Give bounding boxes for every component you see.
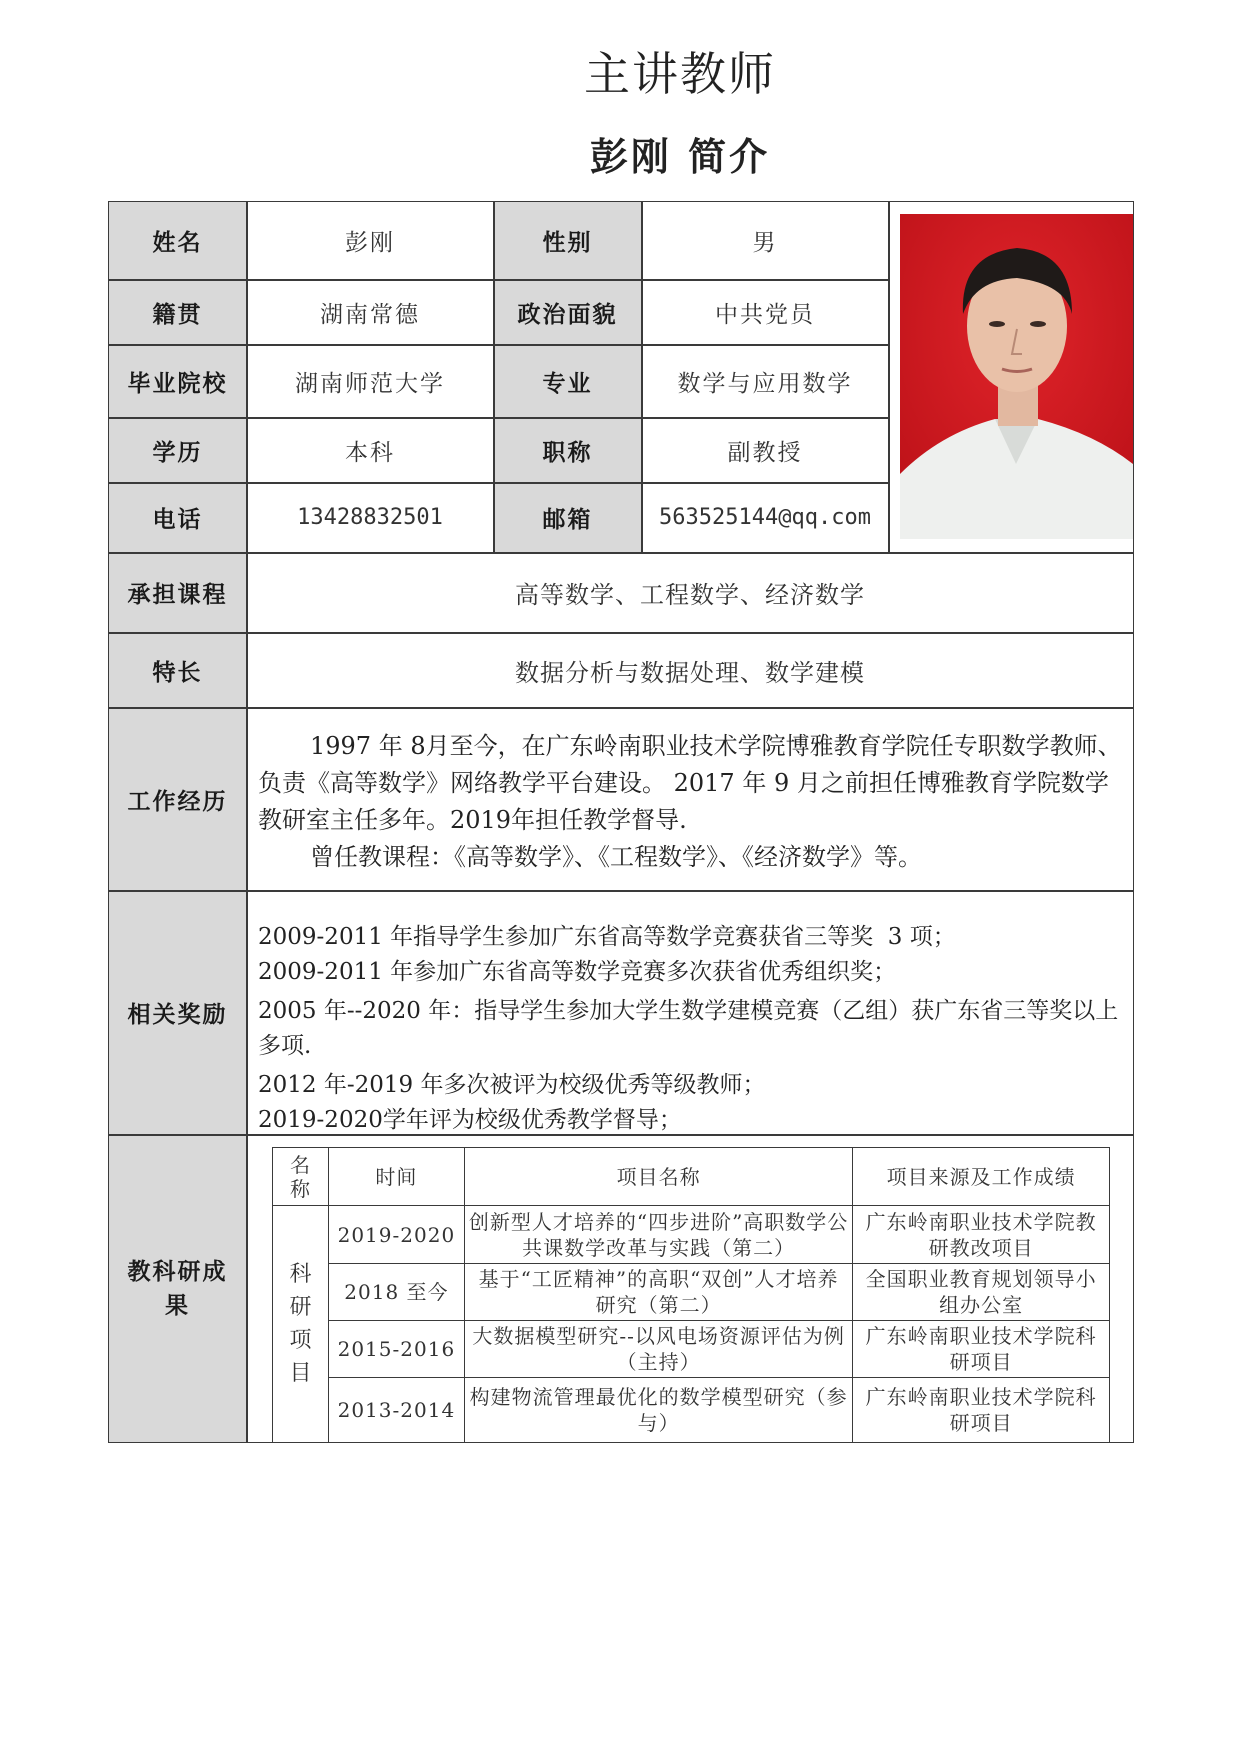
table-row bbox=[273, 1321, 1110, 1378]
category-text: 科研项目 bbox=[289, 1262, 313, 1386]
header-name: 项目名称 bbox=[464, 1148, 852, 1206]
experience-label: 工作经历 bbox=[109, 708, 246, 890]
degree-value: 本科 bbox=[345, 439, 395, 466]
courses-label: 承担课程 bbox=[109, 553, 246, 632]
row-time: 2018 至今 bbox=[328, 1264, 464, 1321]
divider bbox=[108, 482, 889, 484]
row-source: 全国职业教育规划领导小组办公室 bbox=[853, 1264, 1110, 1321]
title-label: 职称 bbox=[494, 418, 641, 482]
degree-label: 学历 bbox=[109, 418, 246, 482]
header-source: 项目来源及工作成绩 bbox=[853, 1148, 1110, 1206]
row-time: 2013-2014 bbox=[328, 1378, 464, 1443]
name-label: 姓名 bbox=[109, 202, 246, 279]
phone-value: 13428832501 bbox=[297, 505, 443, 530]
research-label-text: 教科研成果 bbox=[127, 1257, 228, 1319]
phone-label: 电话 bbox=[109, 483, 246, 552]
row-source: 广东岭南职业技术学院教研教改项目 bbox=[853, 1206, 1110, 1264]
divider bbox=[108, 417, 889, 419]
major-value: 数学与应用数学 bbox=[677, 370, 853, 397]
specialty-label: 特长 bbox=[109, 633, 246, 707]
header-time: 时间 bbox=[328, 1148, 464, 1206]
divider bbox=[108, 552, 1134, 554]
experience-text bbox=[258, 728, 1130, 876]
politics-value: 中共党员 bbox=[715, 301, 815, 328]
school-value: 湖南师范大学 bbox=[295, 370, 445, 397]
email-value: 563525144@qq.com bbox=[659, 505, 871, 530]
table-row bbox=[273, 1206, 1110, 1264]
specialty-value: 数据分析与数据处理、数学建模 bbox=[515, 658, 865, 687]
award-item: 2005 年--2020 年：指导学生参加大学生数学建模竞赛（乙组）获广东省三等奖以上多项. bbox=[258, 998, 1119, 1059]
divider bbox=[108, 707, 1134, 709]
awards-list bbox=[258, 920, 1128, 1138]
title-value: 副教授 bbox=[727, 439, 803, 466]
email-label: 邮箱 bbox=[494, 483, 641, 552]
divider bbox=[641, 201, 643, 553]
gender-label: 性别 bbox=[494, 202, 641, 279]
row-source: 广东岭南职业技术学院科研项目 bbox=[853, 1321, 1110, 1378]
divider bbox=[108, 279, 889, 281]
header-category bbox=[273, 1148, 329, 1206]
row-name: 大数据模型研究--以风电场资源评估为例（主持） bbox=[464, 1321, 852, 1378]
table-row bbox=[273, 1264, 1110, 1321]
courses-value: 高等数学、工程数学、经济数学 bbox=[515, 581, 865, 609]
row-source: 广东岭南职业技术学院科研项目 bbox=[853, 1378, 1110, 1443]
row-time: 2019-2020 bbox=[328, 1206, 464, 1264]
row-name: 基于“工匠精神”的高职“双创”人才培养研究（第二） bbox=[464, 1264, 852, 1321]
divider bbox=[246, 201, 248, 1443]
page-subtitle: 彭刚 简介 bbox=[589, 134, 771, 179]
divider bbox=[888, 201, 890, 553]
profile-photo bbox=[900, 214, 1133, 539]
research-table bbox=[272, 1147, 1110, 1443]
awards-label: 相关奖励 bbox=[109, 891, 246, 1134]
award-item: 2012 年-2019 年多次被评为校级优秀等级教师； bbox=[258, 1072, 766, 1098]
gender-value: 男 bbox=[752, 230, 778, 256]
award-item: 2009-2011 年指导学生参加广东省高等数学竞赛获省三等奖 3 项； bbox=[258, 924, 956, 950]
politics-label: 政治面貌 bbox=[494, 280, 641, 344]
award-item: 2019-2020学年评为校级优秀教学督导； bbox=[258, 1107, 682, 1133]
divider bbox=[493, 201, 495, 553]
divider bbox=[108, 344, 889, 346]
experience-paragraph-1: 1997 年 8月至今，在广东岭南职业技术学院博雅教育学院任专职数学教师、负责《高等数学》网络教学平台建设。 2017 年 9 月之前担任博雅教育学院数学教研室主任多年。2019年担任教学督导. bbox=[258, 732, 1122, 834]
category-cell bbox=[273, 1206, 329, 1443]
divider bbox=[108, 890, 1134, 892]
page-title: 主讲教师 bbox=[584, 47, 776, 101]
research-header-row bbox=[273, 1148, 1110, 1206]
divider bbox=[108, 632, 1134, 634]
row-time: 2015-2016 bbox=[328, 1321, 464, 1378]
portrait-image bbox=[900, 214, 1133, 539]
school-label: 毕业院校 bbox=[109, 345, 246, 417]
research-label bbox=[109, 1135, 246, 1442]
experience-paragraph-2: 曾任教课程：《高等数学》、《工程数学》、《经济数学》等。 bbox=[310, 843, 922, 871]
major-label: 专业 bbox=[494, 345, 641, 417]
name-value: 彭刚 bbox=[345, 230, 395, 256]
hometown-value: 湖南常德 bbox=[320, 301, 420, 328]
divider bbox=[108, 1134, 1134, 1136]
hometown-label: 籍贯 bbox=[109, 280, 246, 344]
award-item: 2009-2011 年参加广东省高等数学竞赛多次获省优秀组织奖； bbox=[258, 959, 897, 985]
row-name: 创新型人才培养的“四步进阶”高职数学公共课数学改革与实践（第二） bbox=[464, 1206, 852, 1264]
table-row bbox=[273, 1378, 1110, 1443]
row-name: 构建物流管理最优化的数学模型研究（参与） bbox=[464, 1378, 852, 1443]
header-category-text: 名称 bbox=[289, 1152, 311, 1201]
